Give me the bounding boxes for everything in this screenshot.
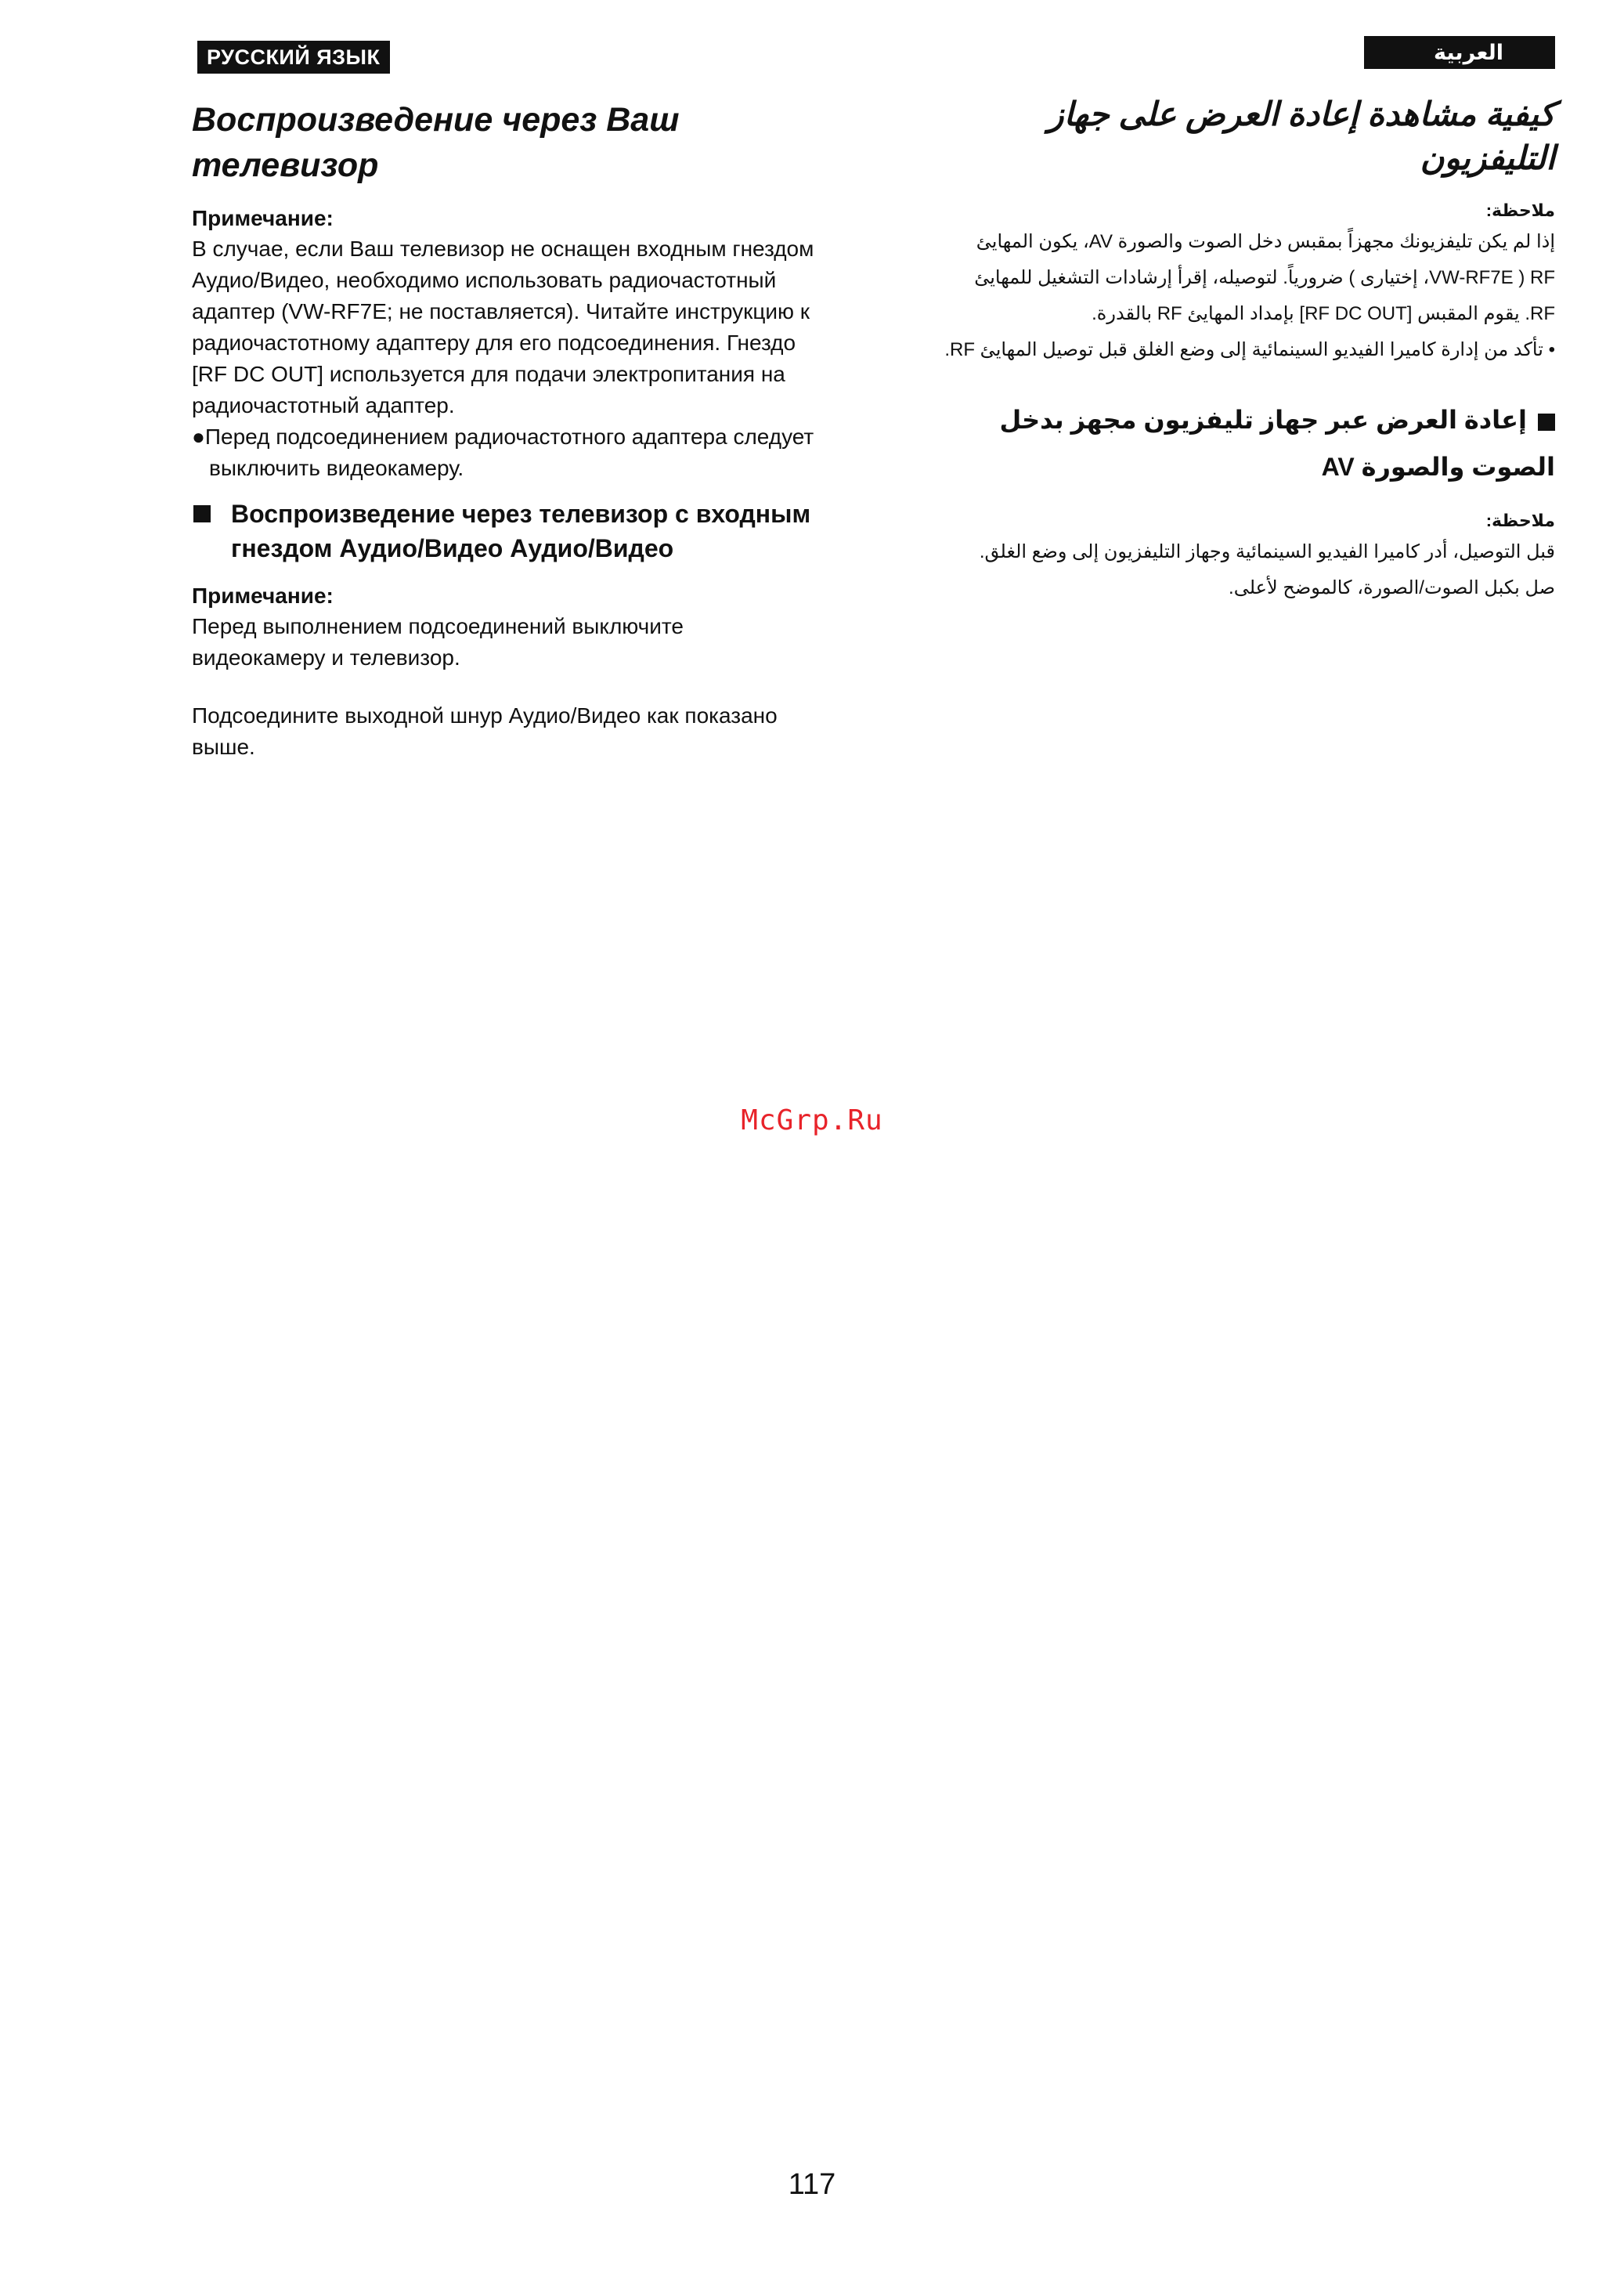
bullet-item-arabic: • تأكد من إدارة كاميرا الفيديو السينمائية إلى وضع الغلق قبل توصيل المهايئ RF. xyxy=(944,339,1555,360)
note-line-1-arabic: إذا لم يكن تليفزيونك مجهزاً بمقبس دخل الصوت والصورة AV، يكون المهايئ xyxy=(976,231,1555,252)
watermark: McGrp.Ru xyxy=(741,1104,883,1136)
note-line-3-arabic: RF. يقوم المقبس [RF DC OUT] بإمداد المهايئ RF بالقدرة. xyxy=(1092,303,1555,324)
square-bullet-icon xyxy=(193,505,211,522)
note-body: В случае, если Ваш телевизор не оснащен входным гнездом Аудио/Видео, необходимо использовать радиочастотный адаптер (VW-RF7E; не поставляется). Читайте инструкцию к радиочастотному адаптеру для его подсоединения. Гнездо [RF DC OUT] используется для подачи электропитания на радиочастотный адаптер. xyxy=(192,237,814,417)
language-tag-arabic: العربية xyxy=(1364,36,1555,69)
section-heading-arabic xyxy=(940,396,1555,490)
section-heading-text: Воспроизведение через телевизор с входным гнездом Аудио/Видео Аудио/Видео xyxy=(231,500,811,562)
section-heading-text-1: إعادة العرض عبر جهاز تليفزيون مجهز بدخل xyxy=(999,406,1527,434)
note-2-line-1-arabic: قبل التوصيل، أدر كاميرا الفيديو السينمائية وجهاز التليفزيون إلى وضع الغلق. xyxy=(979,541,1555,562)
section-heading-text-2: الصوت والصورة AV xyxy=(1321,453,1555,481)
section-heading-line-1 xyxy=(940,396,1555,443)
page-number: 117 xyxy=(788,2168,836,2201)
instruction-text: Подсоедините выходной шнур Аудио/Видео как показано выше. xyxy=(192,703,778,759)
section-heading-russian xyxy=(192,497,818,566)
note-line-2-arabic: RF ( VW-RF7E، إختيارى ) ضرورياً. لتوصيله، إقرأ إرشادات التشغيل للمهايئ xyxy=(974,267,1555,288)
note-2-line-2-arabic: صل بكبل الصوت/الصورة، كالموضح لأعلى. xyxy=(1229,577,1555,598)
note-heading: Примечание: xyxy=(192,206,334,230)
note-heading-arabic: ملاحظة: xyxy=(1485,201,1555,220)
square-bullet-icon xyxy=(1538,414,1555,431)
page-title-russian: Воспроизведение через Ваш телевизор xyxy=(192,101,680,184)
note-body-2: Перед выполнением подсоединений выключите видеокамеру и телевизор. xyxy=(192,614,684,670)
note-heading-2-arabic: ملاحظة: xyxy=(1485,511,1555,530)
page-title-arabic: كيفية مشاهدة إعادة العرض على جهاز التليفزيون xyxy=(1048,96,1555,176)
language-tag-russian: РУССКИЙ ЯЗЫК xyxy=(197,41,390,74)
bullet-item: ●Перед подсоединением радиочастотного адаптера следует выключить видеокамеру. xyxy=(192,425,814,480)
arabic-column xyxy=(940,92,1555,606)
note-heading-2: Примечание: xyxy=(192,584,334,608)
russian-column xyxy=(192,92,818,763)
